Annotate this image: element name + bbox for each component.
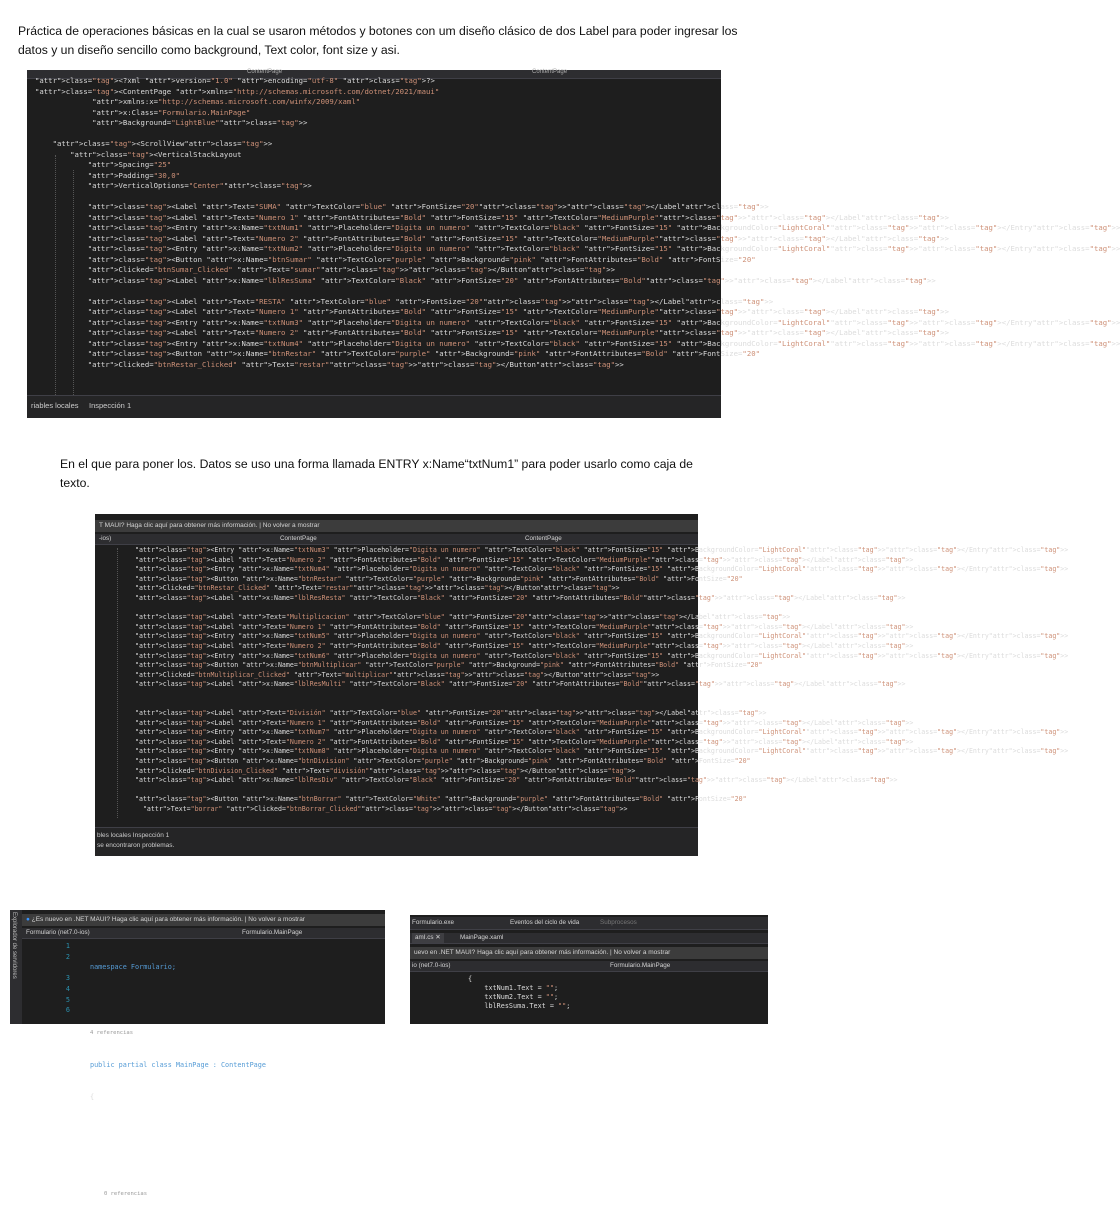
code-line	[35, 129, 1120, 140]
code-line: lblResSuma.Text = "";	[468, 1002, 571, 1010]
code-line: "attr">class="tag"><Entry "attr">x:Name="txtNum7" "attr">Placeholder="Digita un numero" "attr">TextColor="black" "attr">FontSize="15" "attr">BackgroundColor="LightCoral""attr">class="tag">>"attr">class="tag"></Entry"attr">class="tag">>	[135, 728, 1069, 737]
info-bar: uevo en .NET MAUI? Haga clic aquí para obtener más información. | No volver a mostrar	[410, 947, 768, 959]
bottom-panel	[95, 827, 698, 856]
code-line: "attr">class="tag"><ScrollView"attr">class="tag">>	[52, 139, 273, 148]
document-tabs	[410, 933, 768, 944]
code-line: "attr">class="tag"><Label "attr">Text="Numero 1" "attr">FontAttributes="Bold" "attr">FontSize="15" "attr">TextColor="MediumPurple""attr">class="tag">>"attr">class="tag"></Label"attr">class="tag">>	[87, 307, 949, 316]
line-number: 4	[65, 984, 70, 993]
code-line: namespace Formulario;	[90, 963, 176, 972]
line-number: 1	[65, 942, 70, 950]
code-line: "attr">class="tag"><Label "attr">Text="Numero 1" "attr">FontAttributes="Bold" "attr">FontSize="15" "attr">TextColor="MediumPurple""attr">class="tag">>"attr">class="tag"></Label"attr">class="tag">>	[87, 212, 949, 222]
code-line: "attr">class="tag"><Label "attr">Text="Multiplicacion" "attr">TextColor="blue" "attr">FontSize="20""attr">class="tag">>"attr">class="tag"></Label"attr">class="tag">>	[135, 613, 791, 622]
entry-paragraph: En el que para poner los. Datos se uso una forma llamada ENTRY x:Name“txtNum1” para poder usarlo como caja de texto.	[60, 457, 693, 490]
code-line: "attr">Background="LightBlue""attr">class="tag">>	[92, 118, 308, 127]
code-line: "attr">class="tag"><Label "attr">Text="Numero 2" "attr">FontAttributes="Bold" "attr">FontSize="15" "attr">TextColor="MediumPurple""attr">class="tag">>"attr">class="tag"></Label"attr">class="tag">>	[87, 328, 949, 337]
code-line: "attr">Padding="30,0"	[87, 170, 180, 180]
tab-contentpage-left: ContentPage	[247, 69, 283, 75]
code-line: "attr">class="tag"><Entry "attr">x:Name="txtNum4" "attr">Placeholder="Digita un numero" "attr">TextColor="black" "attr">FontSize="15" "attr">BackgroundColor="LightCoral""attr">class="tag">>"attr">class="tag"></Entry"attr">class="tag">>	[87, 338, 1120, 348]
scope-dropdown[interactable]: ContentPage	[280, 535, 317, 542]
member-dropdown[interactable]: ContentPage	[525, 535, 562, 542]
indent-guide	[117, 548, 118, 818]
csharp-code-block	[90, 941, 266, 1221]
line-number	[50, 1016, 70, 1027]
code-line	[135, 604, 1068, 614]
code-line: "attr">class="tag"><Button "attr">x:Name="btnRestar" "attr">TextColor="purple" "attr">Background="pink" "attr">FontAttributes="Bold" "attr">FontSize="20"	[135, 574, 743, 583]
info-bar: T MAUI? Haga clic aquí para obtener más información. | No volver a mostrar	[95, 520, 698, 532]
xaml-code-block	[135, 546, 1068, 815]
line-numbers	[50, 941, 70, 1027]
xaml-editor-screenshot-2	[95, 514, 1069, 856]
code-line: "attr">class="tag"><Label "attr">Text="Numero 1" "attr">FontAttributes="Bold" "attr">FontSize="15" "attr">TextColor="MediumPurple""attr">class="tag">>"attr">class="tag"></Label"attr">class="tag">>	[135, 622, 914, 631]
code-line: "attr">class="tag"><Entry "attr">x:Name="txtNum1" "attr">Placeholder="Digita un numero" "attr">TextColor="black" "attr">FontSize="15" "attr">BackgroundColor="LightCoral""attr">class="tag">>"attr">class="tag"></Entry"attr">class="tag">>	[87, 223, 1120, 232]
code-line: "attr">class="tag"><Entry "attr">x:Name="txtNum8" "attr">Placeholder="Digita un numero" "attr">TextColor="black" "attr">FontSize="15" "attr">BackgroundColor="LightCoral""attr">class="tag">>"attr">class="tag"></Entry"attr">class="tag">>	[135, 747, 1069, 756]
code-line: "attr">Clicked="btnRestar_Clicked" "attr">Text="restar""attr">class="tag">>"attr">class="tag"></Button"attr">class="tag">>	[135, 584, 620, 593]
csharp-editor-screenshot-1	[10, 910, 385, 1198]
code-line: "attr">class="tag"><Entry "attr">x:Name="txtNum2" "attr">Placeholder="Digita un numero" "attr">TextColor="black" "attr">FontSize="15" "attr">BackgroundColor="LightCoral""attr">class="tag">>"attr">class="tag"></Entry"attr">class="tag">>	[87, 244, 1120, 253]
code-line: {	[90, 1092, 95, 1101]
xaml-code-block	[35, 76, 1120, 370]
code-line: "attr">class="tag"><Entry "attr">x:Name="txtNum3" "attr">Placeholder="Digita un numero" "attr">TextColor="black" "attr">FontSize="15" "attr">BackgroundColor="LightCoral""attr">class="tag">>"attr">class="tag"></Entry"attr">class="tag">>	[135, 546, 1069, 554]
references-codelens[interactable]: 0 referencias	[104, 1191, 148, 1198]
references-codelens[interactable]: 4 referencias	[90, 1029, 134, 1036]
code-line: "attr">class="tag"><Button "attr">x:Name="btnSumar" "attr">TextColor="purple" "attr">Background="pink" "attr">FontAttributes="Bold" "attr">FontSize="20"	[87, 254, 756, 264]
code-line: "attr">Text="borrar" "attr">Clicked="btnBorrar_Clicked""attr">class="tag">>"attr">class="tag"></Button"attr">class="tag">>	[142, 805, 628, 814]
info-bar	[22, 914, 385, 926]
server-explorer-sidebar[interactable]	[10, 910, 22, 1024]
code-line: "attr">class="tag"><Label "attr">x:Name="lblResDiv" "attr">TextColor="Black" "attr">FontSize="20" "attr">FontAttributes="Bold""attr">class="tag">>"attr">class="tag"></Label"attr">class="tag">>	[135, 776, 898, 785]
code-line: "attr">class="tag"><Label "attr">x:Name="lblResResta" "attr">TextColor="Black" "attr">FontSize="20" "attr">FontAttributes="Bold""attr">class="tag">>"attr">class="tag"></Label"attr">class="tag">>	[135, 593, 906, 602]
project-dropdown[interactable]: -ios)	[99, 535, 112, 542]
code-line: "attr">x:Class="Formulario.MainPage"	[92, 107, 251, 117]
code-line: "attr">class="tag"><Label "attr">Text="RESTA" "attr">TextColor="blue" "attr">FontSize="20""attr">class="tag">>"attr">class="tag"></Label"attr">class="tag">>	[87, 296, 774, 306]
code-line: "attr">class="tag"><Label "attr">Text="Numero 2" "attr">FontAttributes="Bold" "attr">FontSize="15" "attr">TextColor="MediumPurple""attr">class="tag">>"attr">class="tag"></Label"attr">class="tag">>	[135, 737, 914, 746]
line-number: 2	[65, 952, 70, 961]
code-line: "attr">class="tag"><Label "attr">x:Name="lblResSuma" "attr">TextColor="Black" "attr">FontSize="20" "attr">FontAttributes="Bold""attr">class="tag">>"attr">class="tag"></Label"attr">class="tag">>	[87, 275, 936, 285]
threads-dropdown[interactable]: Subprocesos	[600, 919, 637, 926]
csharp-editor-screenshot-2	[410, 915, 768, 1024]
code-line: "attr">Clicked="btnMultiplicar_Clicked" "attr">Text="multiplicar""attr">class="tag">>"attr">class="tag"></Button"attr">class="tag">>	[135, 670, 660, 679]
code-line: {	[468, 975, 473, 983]
tab-local-variables[interactable]: riables locales	[31, 401, 79, 410]
code-line: "attr">class="tag"><Button "attr">x:Name="btnDivision" "attr">TextColor="purple" "attr">Background="pink" "attr">FontAttributes="Bold" "attr">FontSize="20"	[135, 757, 751, 766]
code-line: "attr">Clicked="btnSumar_Clicked" "attr">Text="sumar""attr">class="tag">>"attr">class="tag"></Button"attr">class="tag">>	[87, 265, 616, 274]
code-line: "attr">class="tag"><Label "attr">Text="Numero 2" "attr">FontAttributes="Bold" "attr">FontSize="15" "attr">TextColor="MediumPurple""attr">class="tag">>"attr">class="tag"></Label"attr">class="tag">>	[87, 233, 949, 243]
code-line	[135, 700, 1068, 710]
code-line	[135, 786, 1068, 796]
code-line: "attr">class="tag"><Label "attr">Text="División" "attr">TextColor="blue" "attr">FontSize="20""attr">class="tag">>"attr">class="tag"></Label"attr">class="tag">>	[135, 709, 767, 718]
code-line: "attr">class="tag"><Label "attr">Text="Numero 2" "attr">FontAttributes="Bold" "attr">FontSize="15" "attr">TextColor="MediumPurple""attr">class="tag">>"attr">class="tag"></Label"attr">class="tag">>	[135, 555, 914, 564]
code-line: "attr">class="tag"><Button "attr">x:Name="btnMultiplicar" "attr">TextColor="purple" "attr">Background="pink" "attr">FontAttributes="Bold" "attr">FontSize="20"	[135, 661, 763, 670]
problems-status: se encontraron problemas.	[97, 842, 175, 849]
code-line: "attr">class="tag"><Button "attr">x:Name="btnRestar" "attr">TextColor="purple" "attr">Background="pink" "attr">FontAttributes="Bold" "attr">FontSize="20"	[87, 349, 760, 358]
code-line: "attr">class="tag"><Label "attr">Text="SUMA" "attr">TextColor="blue" "attr">FontSize="20""attr">class="tag">>"attr">class="tag"></Label"attr">class="tag">>	[87, 202, 769, 211]
project-dropdown[interactable]: Formulario (net7.0-ios)	[26, 929, 90, 936]
code-line: "attr">class="tag"><Entry "attr">x:Name="txtNum4" "attr">Placeholder="Digita un numero" "attr">TextColor="black" "attr">FontSize="15" "attr">BackgroundColor="LightCoral""attr">class="tag">>"attr">class="tag"></Entry"attr">class="tag">>	[135, 565, 1069, 574]
line-number: 6	[65, 1006, 70, 1015]
code-line: "attr">class="tag"><Entry "attr">x:Name="txtNum3" "attr">Placeholder="Digita un numero" "attr">TextColor="black" "attr">FontSize="15" "attr">BackgroundColor="LightCoral""attr">class="tag">>"attr">class="tag"></Entry"attr">class="tag">>	[87, 317, 1120, 327]
navigation-bar	[410, 961, 768, 972]
code-line: public partial class MainPage : ContentPage	[90, 1060, 266, 1069]
class-dropdown[interactable]: Formulario.MainPage	[610, 962, 671, 969]
info-bar-text: ¿Es nuevo en .NET MAUI? Haga clic aquí para obtener más información. | No volver a mostrar	[31, 916, 305, 923]
code-line: "attr">Clicked="btnRestar_Clicked" "attr">Text="restar""attr">class="tag">>"attr">class="tag"></Button"attr">class="tag">>	[87, 359, 624, 369]
code-line: "attr">class="tag"><ContentPage "attr">xmlns="http://schemas.microsoft.com/dotnet/2021/maui"	[35, 86, 440, 96]
process-dropdown[interactable]: Formulario.exe	[412, 919, 454, 926]
xaml-editor-screenshot-1	[27, 69, 1120, 418]
code-line	[35, 286, 1120, 297]
tab-mainpage-xaml[interactable]: MainPage.xaml	[460, 934, 504, 941]
code-line: "attr">VerticalOptions="Center""attr">class="tag">>	[87, 181, 312, 190]
intro-paragraph: Práctica de operaciones básicas en la cual se usaron métodos y botones con um diseño clásico de dos Label para poder ingresar los datos y un diseño sencillo como background, Text color, font size y asi.	[18, 24, 738, 57]
code-line	[135, 690, 1068, 700]
bottom-panel-tabs[interactable]: bles locales Inspección 1	[97, 832, 170, 839]
code-line: "attr">Spacing="25"	[87, 160, 172, 169]
class-dropdown[interactable]: Formulario.MainPage	[242, 929, 303, 936]
code-line: "attr">class="tag"><Button "attr">x:Name="btnBorrar" "attr">TextColor="White" "attr">Background="purple" "attr">FontAttributes="Bold" "attr">FontSize="20"	[135, 795, 747, 804]
info-icon: ●	[26, 916, 32, 923]
tab-inspection[interactable]: Inspección 1	[89, 401, 132, 410]
code-line: "attr">class="tag"><VerticalStackLayout	[70, 149, 242, 159]
lifecycle-events-dropdown[interactable]: Eventos del ciclo de vida	[510, 919, 580, 926]
bottom-panel-tabs	[27, 395, 721, 418]
code-line: "attr">class="tag"><Label "attr">Text="Numero 2" "attr">FontAttributes="Bold" "attr">FontSize="15" "attr">TextColor="MediumPurple""attr">class="tag">>"attr">class="tag"></Label"attr">class="tag">>	[135, 641, 914, 650]
code-line: txtNum1.Text = "";	[468, 984, 559, 992]
navigation-bar	[22, 928, 385, 939]
navigation-bar	[95, 534, 698, 545]
line-number	[50, 962, 70, 973]
line-number: 3	[65, 974, 70, 983]
csharp-code-block	[468, 975, 570, 1011]
code-line: "attr">class="tag"><?xml "attr">version="1.0" "attr">encoding="utf-8" "attr">class="tag">?>	[35, 76, 435, 85]
line-number: 5	[65, 995, 70, 1004]
tab-contentpage-right: ContentPage	[532, 69, 568, 75]
debug-toolbar	[410, 917, 768, 930]
code-line: "attr">class="tag"><Label "attr">x:Name="lblResMulti" "attr">TextColor="Black" "attr">FontSize="20" "attr">FontAttributes="Bold""attr">class="tag">>"attr">class="tag"></Label"attr">class="tag">>	[135, 680, 906, 689]
code-line: "attr">class="tag"><Entry "attr">x:Name="txtNum6" "attr">Placeholder="Digita un numero" "attr">TextColor="black" "attr">FontSize="15" "attr">BackgroundColor="LightCoral""attr">class="tag">>"attr">class="tag"></Entry"attr">class="tag">>	[135, 651, 1069, 660]
code-line: "attr">class="tag"><Entry "attr">x:Name="txtNum5" "attr">Placeholder="Digita un numero" "attr">TextColor="black" "attr">FontSize="15" "attr">BackgroundColor="LightCoral""attr">class="tag">>"attr">class="tag"></Entry"attr">class="tag">>	[135, 632, 1069, 641]
code-line: "attr">class="tag"><Label "attr">Text="Numero 1" "attr">FontAttributes="Bold" "attr">FontSize="15" "attr">TextColor="MediumPurple""attr">class="tag">>"attr">class="tag"></Label"attr">class="tag">>	[135, 718, 914, 727]
tab-mainpage-cs[interactable]: amI.cs ✕	[412, 933, 444, 943]
code-line: txtNum2.Text = "";	[468, 993, 559, 1001]
code-line: "attr">Clicked="btnDivision_Clicked" "attr">Text="división""attr">class="tag">>"attr">class="tag"></Button"attr">class="tag">>	[135, 766, 636, 775]
code-line: "attr">xmlns:x="http://schemas.microsoft.com/winfx/2009/xaml"	[92, 97, 361, 106]
sidebar-label: Explorador de servidores	[11, 912, 17, 979]
project-dropdown[interactable]: io (net7.0-ios)	[412, 962, 451, 969]
code-line	[35, 192, 1120, 203]
